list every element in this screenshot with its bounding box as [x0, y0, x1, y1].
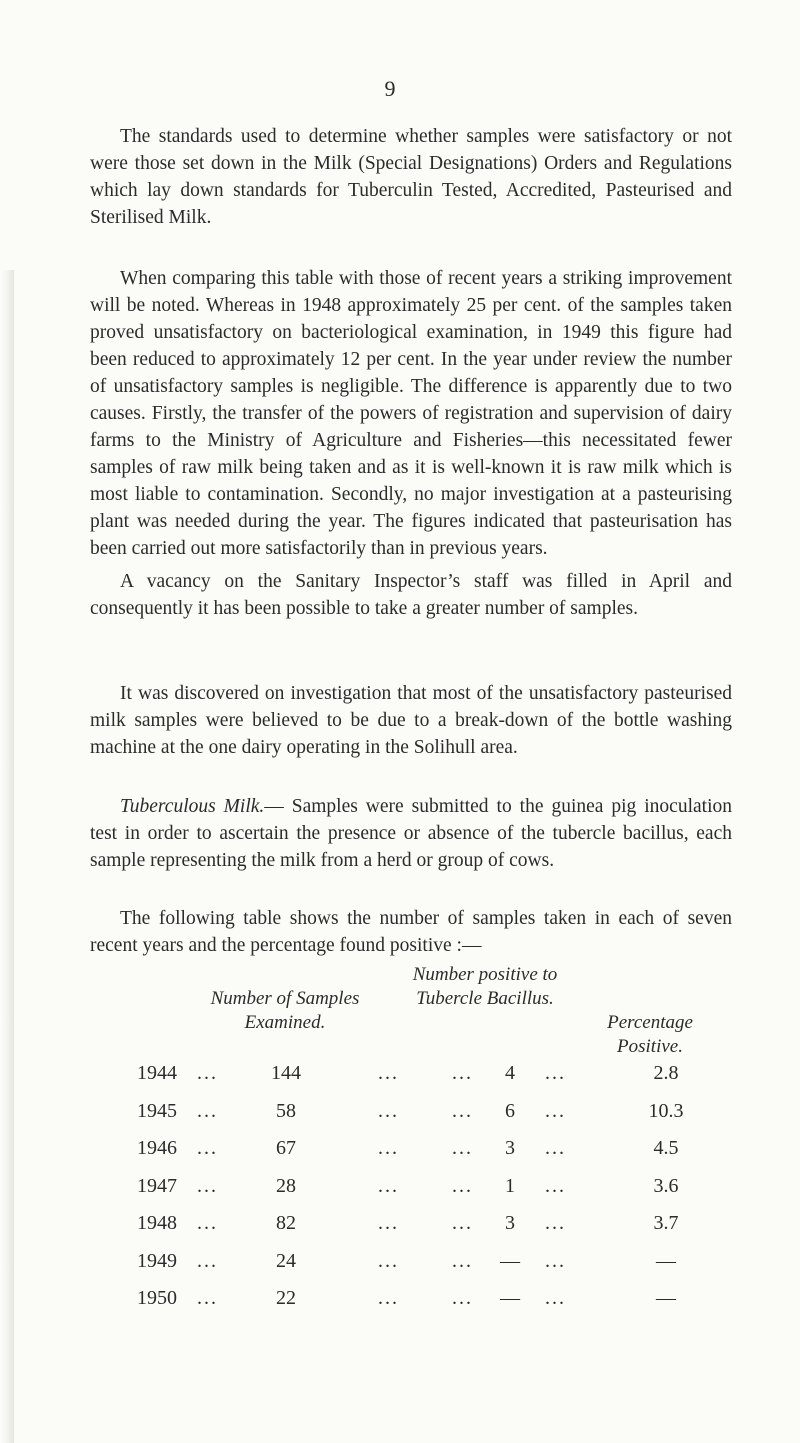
- leader-dots: ...: [378, 1287, 399, 1309]
- examined-cell: 58: [276, 1099, 296, 1122]
- paragraph-text: It was discovered on investigation that most of the unsatisfactory pasteurised milk samples were believed to be due to a break-down of the bottle washing machine at the one dairy operating in the Solihull area.: [90, 683, 732, 758]
- year-cell: 1947: [137, 1174, 177, 1197]
- leader-dots: ...: [545, 1212, 566, 1234]
- positive-cell: 6: [505, 1099, 515, 1122]
- percentage-cell: 3.7: [653, 1212, 679, 1234]
- paragraph-table-intro: [90, 905, 732, 959]
- positive-cell: 4: [505, 1062, 515, 1084]
- paragraph-text: — Samples were submitted to the guinea pig inoculation test in order to ascertain the presence or absence of the tubercle bacillus, each sample representing the milk from a herd or group of cows.: [90, 796, 733, 871]
- percentage-cell: 2.8: [653, 1062, 679, 1084]
- header-samples-examined: Number of Samples Examined.: [210, 988, 360, 1033]
- positive-cell: 3: [505, 1212, 515, 1234]
- percentage-cell: —: [656, 1287, 676, 1309]
- leader-dots: ...: [452, 1212, 473, 1234]
- leader-dots: ...: [545, 1137, 566, 1159]
- paragraph-investigation: [90, 680, 732, 761]
- leader-dots: ...: [452, 1099, 473, 1122]
- leader-dots: ...: [378, 1212, 399, 1234]
- paragraph-text: The following table shows the number of samples taken in each of seven recent years and the percentage found positive :—: [90, 908, 732, 956]
- examined-cell: 28: [276, 1174, 296, 1197]
- year-cell: 1945: [137, 1099, 177, 1122]
- header-number-positive: Number positive to Tubercle Bacillus.: [412, 964, 558, 1009]
- examined-cell: 24: [276, 1249, 296, 1272]
- percentage-cell: 10.3: [648, 1099, 684, 1122]
- table-row: [0, 1100, 800, 1140]
- table-row: [0, 1137, 800, 1177]
- leader-dots: ...: [545, 1174, 566, 1197]
- paragraph-text: A vacancy on the Sanitary Inspector’s staff was filled in April and consequently it has been possible to take a greater number of samples.: [90, 571, 732, 619]
- leader-dots: ...: [197, 1212, 218, 1234]
- paragraph-text: The standards used to determine whether samples were satisfactory or not were those set down in the Milk (Special Designations) Orders and Regulations which lay down standards for Tuberculin Tested, Accredited, Pasteurised and Sterilised Milk.: [90, 126, 732, 228]
- leader-dots: ...: [452, 1062, 473, 1084]
- leader-dots: ...: [378, 1062, 399, 1084]
- positive-cell: —: [500, 1249, 520, 1272]
- positive-cell: 3: [505, 1137, 515, 1159]
- table-row: [0, 1250, 800, 1290]
- paragraph-vacancy: [90, 568, 732, 622]
- percentage-cell: 4.5: [653, 1137, 679, 1159]
- paragraph-text: When comparing this table with those of recent years a striking improvement will be noted. Whereas in 1948 approximately 25 per cent. of the samples taken proved unsatisfactory on bacteriological examination, in 1949 this figure had been reduced to approximately 12 per cent. In the year under review the number of unsatisfactory samples is negligible. The difference is apparently due to two causes. Firstly, the transfer of the powers of registration and supervision of dairy farms to the Ministry of Agriculture and Fisheries—this necessitated fewer samples of raw milk being taken and as it is well-known it is raw milk which is most liable to contamination. Secondly, no major investigation at a pasteurising plant was needed during the year. The figures indicated that pasteurisation has been carried out more satisfactorily than in previous years.: [90, 268, 732, 559]
- leader-dots: ...: [378, 1137, 399, 1159]
- year-cell: 1950: [137, 1287, 177, 1309]
- paragraph-comparison: [90, 265, 732, 562]
- examined-cell: 67: [276, 1137, 296, 1159]
- examined-cell: 22: [276, 1287, 296, 1309]
- table-row: [0, 1212, 800, 1252]
- leader-dots: ...: [378, 1099, 399, 1122]
- leader-dots: ...: [197, 1287, 218, 1309]
- table-row: [0, 1062, 800, 1102]
- leader-dots: ...: [197, 1137, 218, 1159]
- leader-dots: ...: [452, 1137, 473, 1159]
- year-cell: 1944: [137, 1062, 177, 1084]
- leader-dots: ...: [378, 1249, 399, 1272]
- leader-dots: ...: [378, 1174, 399, 1197]
- positive-cell: —: [500, 1287, 520, 1309]
- leader-dots: ...: [545, 1249, 566, 1272]
- leader-dots: ...: [452, 1174, 473, 1197]
- leader-dots: ...: [197, 1062, 218, 1084]
- header-percentage-positive: Percentage Positive.: [607, 1012, 693, 1057]
- year-cell: 1949: [137, 1249, 177, 1272]
- leader-dots: ...: [452, 1249, 473, 1272]
- positive-cell: 1: [505, 1174, 515, 1197]
- examined-cell: 144: [271, 1062, 301, 1084]
- paragraph-tuberculous-milk: [90, 793, 732, 874]
- year-cell: 1946: [137, 1137, 177, 1159]
- leader-dots: ...: [545, 1287, 566, 1309]
- leader-dots: ...: [197, 1099, 218, 1122]
- page-number: 9: [384, 76, 396, 101]
- leader-dots: ...: [545, 1062, 566, 1084]
- section-lead: Tuberculous Milk.: [120, 796, 265, 817]
- examined-cell: 82: [276, 1212, 296, 1234]
- paragraph-standards: [90, 123, 732, 231]
- percentage-cell: —: [656, 1249, 676, 1272]
- percentage-cell: 3.6: [653, 1174, 679, 1197]
- leader-dots: ...: [197, 1174, 218, 1197]
- year-cell: 1948: [137, 1212, 177, 1234]
- table-row: [0, 1287, 800, 1327]
- table-row: [0, 1175, 800, 1215]
- leader-dots: ...: [545, 1099, 566, 1122]
- leader-dots: ...: [197, 1249, 218, 1272]
- leader-dots: ...: [452, 1287, 473, 1309]
